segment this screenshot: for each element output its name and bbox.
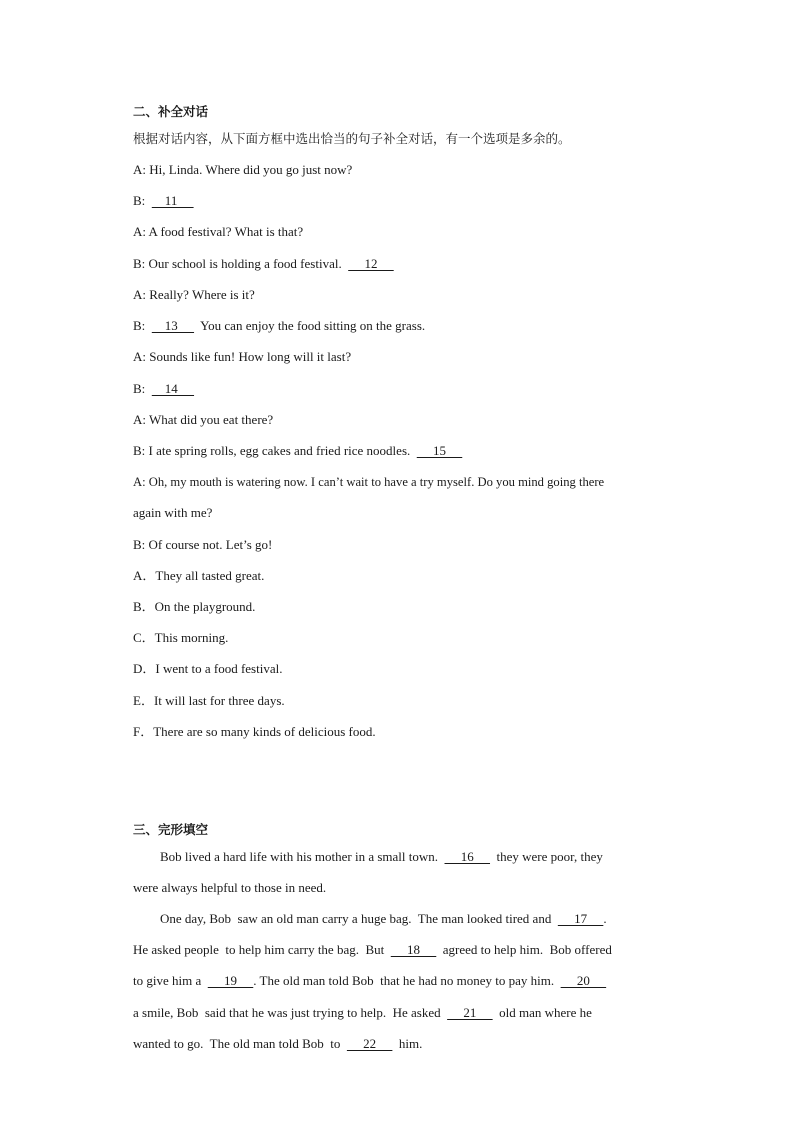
- speaker-label: B:: [133, 381, 152, 396]
- answer-blank-15[interactable]: 15: [416, 443, 463, 458]
- dialogue-text: You can enjoy the food sitting on the grass.: [194, 318, 426, 333]
- passage-text: . The old man told Bob that he had no money to pay him.: [253, 973, 561, 988]
- section-2-heading: 二、补全对话: [133, 104, 209, 119]
- dialogue-line: [133, 443, 462, 459]
- dialogue-line: [133, 318, 425, 334]
- passage-line: [133, 973, 606, 989]
- passage-line: [133, 942, 612, 958]
- passage-text: old man where he: [492, 1005, 592, 1020]
- dialogue-line: A: Hi, Linda. Where did you go just now?: [133, 162, 353, 177]
- passage-text: him.: [392, 1036, 423, 1051]
- answer-blank-18[interactable]: 18: [390, 942, 437, 957]
- passage-text: .: [603, 911, 607, 926]
- dialogue-line: A: A food festival? What is that?: [133, 224, 304, 239]
- answer-blank-17[interactable]: 17: [557, 911, 604, 926]
- answer-blank-21[interactable]: 21: [447, 1005, 493, 1020]
- dialogue-line: again with me?: [133, 505, 213, 520]
- dialogue-line: A: What did you eat there?: [133, 412, 274, 427]
- dialogue-line: B: Of course not. Let’s go!: [133, 537, 273, 552]
- passage-line: [133, 1036, 422, 1052]
- dialogue-line: A: Really? Where is it?: [133, 287, 255, 302]
- answer-blank-13[interactable]: 13: [151, 318, 195, 333]
- passage-text: wanted to go. The old man told Bob to: [133, 1036, 347, 1051]
- speaker-label: B:: [133, 318, 152, 333]
- passage-text: Bob lived a hard life with his mother in a small town.: [160, 849, 445, 864]
- section-3-heading: 三、完形填空: [133, 822, 209, 837]
- dialogue-text: B: I ate spring rolls, egg cakes and fried rice noodles.: [133, 443, 417, 458]
- dialogue-line: [133, 381, 194, 397]
- passage-text: to give him a: [133, 973, 208, 988]
- answer-blank-19[interactable]: 19: [207, 973, 254, 988]
- passage-text: a smile, Bob said that he was just trying to help. He asked: [133, 1005, 448, 1020]
- passage-line: were always helpful to those in need.: [133, 880, 327, 895]
- dialogue-line: A: Sounds like fun! How long will it last?: [133, 349, 352, 364]
- passage-text: One day, Bob saw an old man carry a huge bag. The man looked tired and: [160, 911, 558, 926]
- section-2-instruction: 根据对话内容，从下面方框中选出恰当的句子补全对话，有一个选项是多余的。: [133, 131, 571, 146]
- option-c: C．This morning.: [133, 630, 229, 645]
- dialogue-text: B: Our school is holding a food festival.: [133, 256, 349, 271]
- answer-blank-11[interactable]: 11: [151, 193, 194, 208]
- answer-blank-16[interactable]: 16: [444, 849, 491, 864]
- passage-text: they were poor, they: [490, 849, 603, 864]
- dialogue-line: [133, 256, 394, 272]
- passage-line: [133, 1005, 592, 1021]
- dialogue-line: A: Oh, my mouth is watering now. I can’t wait to have a try myself. Do you mind going there: [133, 475, 605, 489]
- passage-text: He asked people to help him carry the bag. But: [133, 942, 391, 957]
- option-b: B．On the playground.: [133, 599, 256, 614]
- dialogue-line: [133, 193, 194, 209]
- answer-blank-14[interactable]: 14: [151, 381, 195, 396]
- option-d: D．I went to a food festival.: [133, 661, 283, 676]
- answer-blank-22[interactable]: 22: [346, 1036, 393, 1051]
- passage-line: [160, 849, 603, 865]
- answer-blank-12[interactable]: 12: [348, 256, 394, 271]
- passage-text: agreed to help him. Bob offered: [436, 942, 612, 957]
- option-f: F．There are so many kinds of delicious food.: [133, 724, 376, 739]
- passage-line: [160, 911, 607, 927]
- option-a: A．They all tasted great.: [133, 568, 265, 583]
- speaker-label: B:: [133, 193, 152, 208]
- answer-blank-20[interactable]: 20: [560, 973, 607, 988]
- option-e: E．It will last for three days.: [133, 693, 285, 708]
